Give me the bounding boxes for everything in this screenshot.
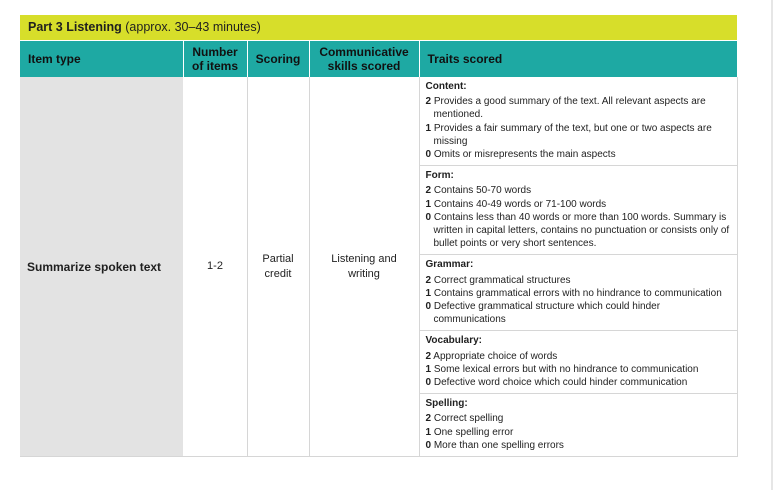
trait-line [426,274,731,287]
header-communicative-skills [309,41,419,77]
skills-line2: writing [348,267,380,280]
trait-line [426,95,731,121]
trait-line [426,122,731,148]
trait-title: Spelling: [425,398,468,410]
part-duration: (approx. 30–43 minutes) [125,20,261,34]
trait-line [426,439,731,452]
trait-title: Grammar: [425,259,474,271]
trait-score: 1 [425,198,432,210]
trait-score: 1 [425,363,432,375]
trait-text: Contains less than 40 words or more than 100 words. Summary is written in capital letters, contains no punctuation or consists only of bullet points or very short sentences. [433,211,730,250]
trait-score: 1 [425,426,432,438]
header-row [20,41,737,77]
trait-score: 2 [425,185,432,197]
trait-score: 2 [425,274,432,286]
trait-line [426,300,731,326]
trait-text: Provides a good summary of the text. All relevant aspects are mentioned. [433,96,706,121]
number-of-items-cell: 1-2 [183,77,247,457]
trait-text: Appropriate choice of words [433,350,558,362]
trait-score: 2 [425,96,432,108]
trait-title: Form: [425,170,454,182]
trait-block-grammar [420,255,737,331]
header-item-type: Item type [20,41,183,77]
trait-score: 1 [425,122,432,134]
trait-line [426,363,731,376]
trait-line [426,184,731,197]
trait-title: Content: [425,81,467,92]
trait-text: Defective grammatical structure which could hinder communications [433,301,661,326]
trait-score: 0 [425,439,432,451]
trait-score: 0 [425,301,432,313]
trait-line [426,287,731,300]
trait-line [426,350,731,363]
scoring-cell [247,77,309,457]
trait-score: 2 [425,350,432,362]
trait-score: 2 [425,413,432,425]
header-number-line2: of items [191,59,238,73]
trait-block-content [420,77,737,166]
scoring-line2: credit [264,267,292,280]
skills-cell [309,77,419,457]
header-traits-scored: Traits scored [419,41,737,77]
item-type-cell: Summarize spoken text [20,77,183,457]
trait-text: Contains 50-70 words [433,185,532,197]
trait-text: Defective word choice which could hinder communication [433,377,688,389]
part-title-bar [20,15,737,40]
trait-text: Contains grammatical errors with no hindrance to communication [433,287,722,299]
trait-line [426,376,731,389]
trait-text: More than one spelling errors [433,439,564,451]
trait-block-spelling [420,394,737,456]
skills-line1: Listening and [331,252,397,265]
trait-line [426,198,731,211]
header-number-line1: Number [192,45,238,59]
header-comm-line1: Communicative [319,45,409,59]
scoring-line1: Partial [262,252,294,265]
trait-line [426,211,731,251]
trait-text: Correct spelling [433,413,504,425]
trait-line [426,426,731,439]
trait-line [426,148,731,161]
trait-score: 1 [425,287,432,299]
trait-block-form [420,166,737,255]
trait-text: Omits or misrepresents the main aspects [433,149,616,161]
trait-block-vocabulary [420,331,737,394]
trait-text: Provides a fair summary of the text, but one or two aspects are missing [433,122,712,147]
header-comm-line2: skills scored [327,59,401,73]
header-scoring: Scoring [247,41,309,77]
trait-text: Some lexical errors but with no hindrance to communication [433,363,699,375]
trait-line [426,412,731,425]
trait-score: 0 [425,211,432,223]
part-title: Part 3 Listening [28,20,122,34]
trait-text: Contains 40-49 words or 71-100 words [433,198,607,210]
traits-cell [419,77,737,457]
trait-text: One spelling error [433,426,514,438]
table-row [20,77,737,457]
scoring-table [20,41,738,457]
trait-score: 0 [425,377,432,389]
header-number-of-items [183,41,247,77]
trait-title: Vocabulary: [425,335,482,347]
trait-text: Correct grammatical structures [433,274,571,286]
traits-list [420,77,737,456]
trait-score: 0 [425,149,432,161]
